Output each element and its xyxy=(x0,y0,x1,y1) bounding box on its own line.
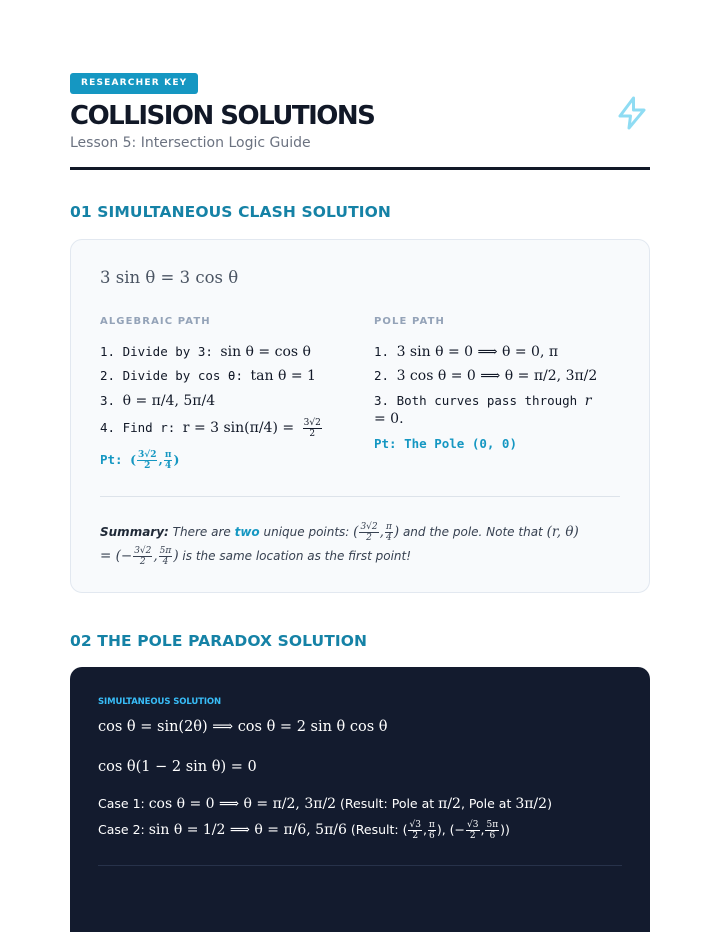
pole-step-1: 1. 3 sin θ = 0 ⟹ θ = 0, π xyxy=(374,344,559,360)
algebraic-step-4: 4. Find r: r = 3 sin(π/4) = $\frac{3√2}{2}$ xyxy=(100,418,321,439)
paradox-case-2: Case 2: sin θ = 1/2 ⟹ θ = π/6, 5π/6 (Result: ( $\frac{√3}{2}$ , $\frac{\pi}{6}$ ), (− $\frac{√3}{2}$ , $\frac{5\pi}{6}$ )) xyxy=(98,820,510,841)
algebraic-step-1: 1. Divide by 3: sin θ = cos θ xyxy=(100,344,311,360)
fraction: $\frac{5\pi}{4}$ xyxy=(159,546,172,567)
fraction: $\frac{√3}{2}$ xyxy=(467,820,479,841)
simultaneous-solution-label: SIMULTANEOUS SOLUTION xyxy=(98,697,222,707)
fraction: $\frac{3√2}{2}$ xyxy=(303,418,321,439)
clash-solution-card xyxy=(70,239,650,593)
paradox-case-1: Case 1: cos θ = 0 ⟹ θ = π/2, 3π/2 (Result: Pole at π/2, Pole at 3π/2) xyxy=(98,796,552,812)
researcher-key-badge: RESEARCHER KEY xyxy=(70,73,198,94)
card-divider xyxy=(100,496,620,497)
algebraic-step-2: 2. Divide by cos θ: tan θ = 1 xyxy=(100,368,316,384)
algebraic-point: Pt: ( $\frac{3√2}{2}$ , $\frac{\pi}{4}$ ) xyxy=(100,450,180,471)
page-subtitle: Lesson 5: Intersection Logic Guide xyxy=(70,135,311,151)
pole-path-label: POLE PATH xyxy=(374,316,445,327)
section-heading-pole-paradox: 02 THE POLE PARADOX SOLUTION xyxy=(70,632,368,650)
lightning-bolt-icon xyxy=(614,95,650,131)
fraction: $\frac{3√2}{2}$ xyxy=(138,450,157,471)
fraction: $\frac{\pi}{4}$ xyxy=(164,450,172,471)
fraction: $\frac{\pi}{6}$ xyxy=(428,820,435,841)
section-heading-simultaneous-clash: 01 SIMULTANEOUS CLASH SOLUTION xyxy=(70,203,391,221)
pole-paradox-card xyxy=(70,667,650,932)
fraction: $\frac{√3}{2}$ xyxy=(409,820,421,841)
fraction: $\frac{5\pi}{6}$ xyxy=(486,820,499,841)
fraction: $\frac{3√2}{2}$ xyxy=(360,522,378,543)
page-title: COLLISION SOLUTIONS xyxy=(70,101,375,131)
dark-card-divider xyxy=(98,865,622,866)
algebraic-path-label: ALGEBRAIC PATH xyxy=(100,316,211,327)
clash-summary: Summary: There are two unique points: ( $\frac{3√2}{2}$ , $\frac{\pi}{4}$ ) and the pole. Note that (r, θ) = (− $\frac{3√2}{2}$ , $\frac{5\pi}{4}$ ) is the same location as the first point! xyxy=(100,522,579,567)
header-divider xyxy=(70,167,650,170)
paradox-equation-2: cos θ(1 − 2 sin θ) = 0 xyxy=(98,759,257,775)
pole-point: Pt: The Pole (0, 0) xyxy=(374,436,517,451)
clash-equation: 3 sin θ = 3 cos θ xyxy=(100,268,239,287)
pole-step-2: 2. 3 cos θ = 0 ⟹ θ = π/2, 3π/2 xyxy=(374,368,598,384)
fraction: $\frac{3√2}{2}$ xyxy=(134,546,152,567)
fraction: $\frac{\pi}{4}$ xyxy=(385,522,392,543)
pole-step-3: 3. Both curves pass through r = 0. xyxy=(374,393,592,427)
algebraic-step-3: 3. θ = π/4, 5π/4 xyxy=(100,393,216,409)
paradox-equation-1: cos θ = sin(2θ) ⟹ cos θ = 2 sin θ cos θ xyxy=(98,719,388,735)
